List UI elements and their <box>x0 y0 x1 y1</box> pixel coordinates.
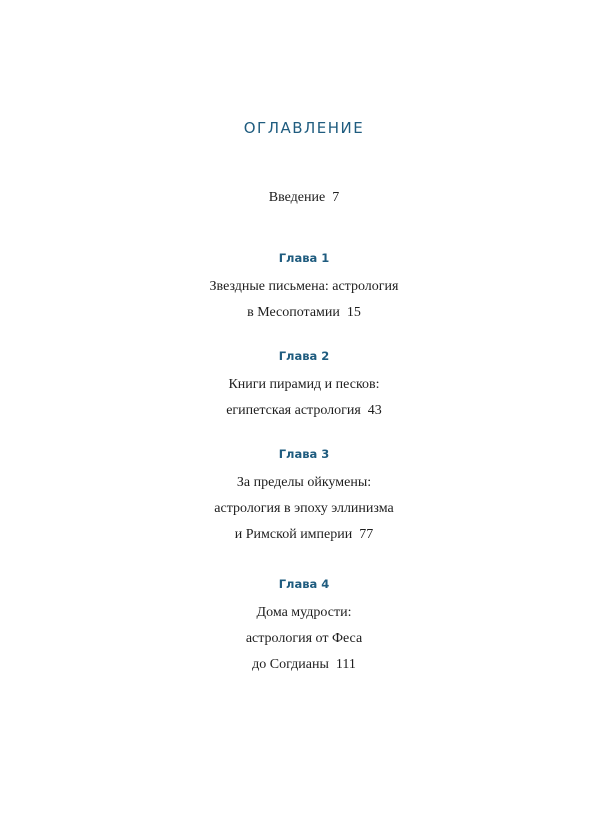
chapter-title-text: и Римской империи <box>234 527 353 542</box>
chapter-label: Глава 2 <box>278 349 330 363</box>
chapter-title-text: до Согдианы <box>252 657 329 672</box>
chapter-label: Глава 4 <box>278 577 330 591</box>
toc-entry-chapter-1[interactable] <box>0 250 608 326</box>
chapter-title-line-last <box>0 300 608 326</box>
page-number: 77 <box>359 527 374 542</box>
chapter-title-line: Дома мудрости: <box>256 605 352 620</box>
chapter-title-line-last <box>0 522 608 548</box>
chapter-title-text: египетская астрология <box>226 403 361 418</box>
page-number: 111 <box>335 657 356 672</box>
chapter-title-line: Звездные письмена: астрология <box>209 279 399 294</box>
toc-entry-chapter-3[interactable] <box>0 446 608 548</box>
chapter-label: Глава 3 <box>278 447 330 461</box>
page-number: 7 <box>332 190 340 205</box>
toc-entry-chapter-4[interactable] <box>0 576 608 678</box>
chapter-label: Глава 1 <box>278 251 330 265</box>
chapter-title-line: Книги пирамид и песков: <box>228 377 380 392</box>
page-number: 15 <box>346 305 361 320</box>
chapter-title-line-last <box>0 398 608 424</box>
toc-title: ОГЛАВЛЕНИЕ <box>243 119 365 137</box>
page-number: 43 <box>367 403 382 418</box>
chapter-title-text: в Месопотамии <box>247 305 340 320</box>
toc-entry-chapter-2[interactable] <box>0 348 608 424</box>
chapter-title-line: астрология от Феса <box>245 631 363 646</box>
toc-entry-intro[interactable] <box>0 188 608 208</box>
chapter-title-line-last <box>0 652 608 678</box>
entry-title: Введение <box>268 190 326 205</box>
chapter-title-line: За пределы ойкумены: <box>236 475 372 490</box>
chapter-title-line: астрология в эпоху эллинизма <box>214 501 394 516</box>
